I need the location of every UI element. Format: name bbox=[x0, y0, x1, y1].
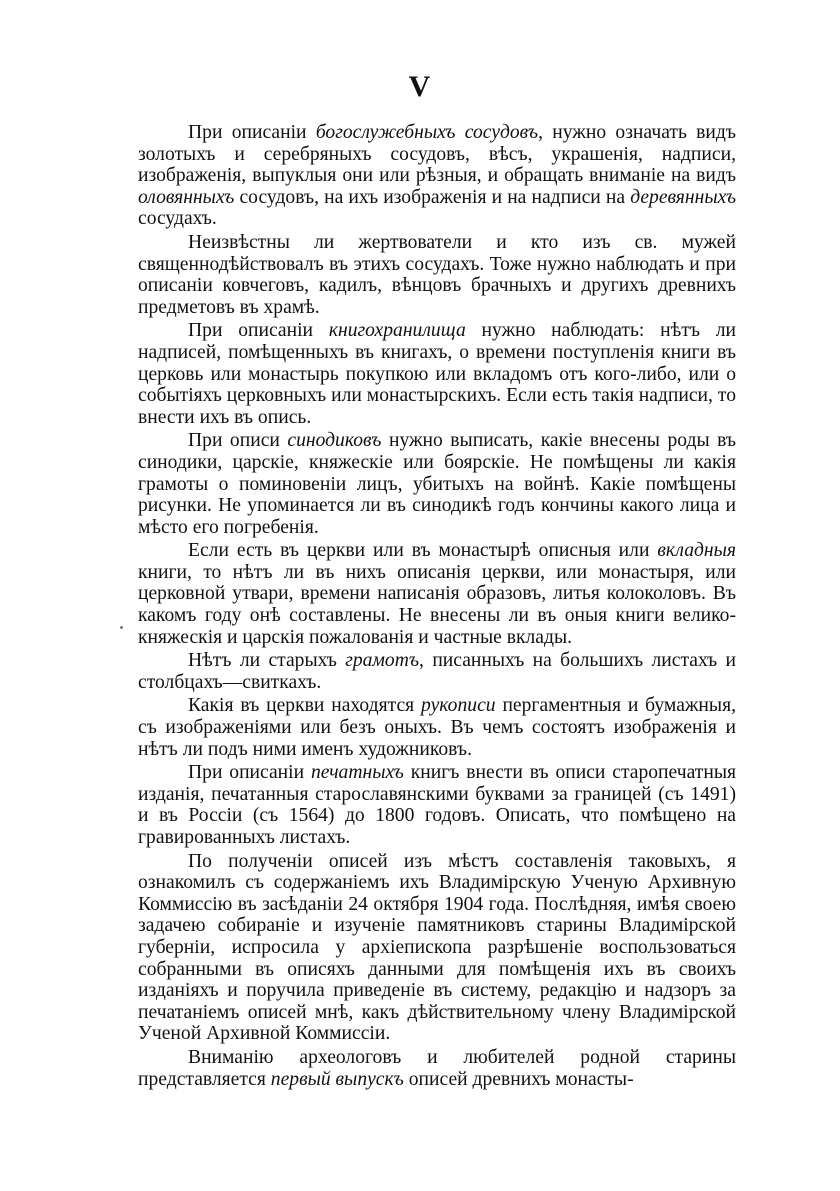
text-run: По полученіи описей изъ мѣстъ составленія таковыхъ, я ознакомилъ съ содержаніемъ ихъ Владимірскую Ученую Архивную Коммиссію въ засѣданіи 24 октября 1904 года. Послѣдняя, имѣя своею задачею собираніе и изученіе памятниковъ старины Владимірской губерніи, испросила у архіепископа разрѣшеніе воспользоваться собранными въ описяхъ данными для помѣщенія ихъ въ своихъ изданіяхъ и поручила приведеніе въ систему, редакцію и надзоръ за печатаніемъ описей мнѣ, какъ дѣйствительному члену Владимірской Ученой Архивной Коммиссіи. bbox=[138, 850, 736, 1045]
italic-term: грамотъ bbox=[345, 650, 420, 672]
italic-term: деревянныхъ bbox=[630, 186, 736, 208]
paragraph bbox=[138, 650, 736, 693]
paragraph bbox=[138, 320, 736, 428]
text-run: Какія въ церкви находятся bbox=[188, 695, 422, 717]
text-run: При описи bbox=[188, 430, 288, 452]
text-run: , нужно означать видъ золотыхъ и серебряныхъ сосудовъ, вѣсъ, украшенія, надписи, изображенія, выпуклыя они или рѣзныя, и обращать вниманіе на видъ bbox=[138, 122, 736, 187]
text-run: нужно выписать, какіе внесены роды въ синодики, царскіе, княжескіе или боярскіе. Не помѣщены ли какія грамоты о поминовеніи лицъ, убитыхъ на войнѣ. Какіе помѣщены рисунки. Не упоминается ли въ синодикѣ годъ кончины какого лица и мѣсто его погребенія. bbox=[138, 430, 736, 538]
italic-term: рукописи bbox=[421, 695, 496, 717]
text-run: пергаментныя и бумажныя, съ изображеніями или безъ оныхъ. Въ чемъ состоятъ изображенія и нѣтъ ли подъ ними именъ художниковъ. bbox=[138, 695, 736, 760]
italic-term: синодиковъ bbox=[287, 430, 382, 452]
text-run: книги, то нѣтъ ли въ нихъ описанія церкви, или монастыря, или церковной утвари, времени написанія образовъ, литья колоколовъ. Въ какомъ году онѣ составлены. Не внесены ли въ оныя книги велико-княжескія и царскія пожалованія и частные вклады. bbox=[138, 561, 736, 648]
paragraph bbox=[138, 762, 736, 848]
text-run: сосудахъ. bbox=[138, 208, 217, 230]
paragraph bbox=[138, 232, 736, 318]
text-run: При описаніи bbox=[188, 320, 329, 342]
text-run: При описаніи bbox=[188, 762, 311, 784]
italic-term: книгохранилища bbox=[328, 320, 466, 342]
text-run: Если есть въ церкви или въ монастырѣ описныя или bbox=[188, 540, 658, 562]
paragraph bbox=[138, 122, 736, 230]
paragraph bbox=[138, 430, 736, 538]
ink-speck bbox=[120, 626, 123, 629]
paragraph bbox=[138, 1047, 736, 1090]
text-run: При описаніи bbox=[188, 122, 316, 143]
body-text bbox=[138, 122, 736, 1092]
text-run: , писанныхъ на большихъ листахъ и столбцахъ—свиткахъ. bbox=[138, 650, 736, 693]
text-run: книгъ внести въ описи старопечатныя изданія, печатанныя старославянскими буквами за границей (съ 1491) и въ Россіи (съ 1564) до 1800 годовъ. Описать, что помѣщено на гравированныхъ листахъ. bbox=[138, 762, 737, 848]
text-run: сосудовъ, на ихъ изображенія и на надписи на bbox=[234, 186, 631, 208]
text-run: Нѣтъ ли старыхъ bbox=[188, 650, 346, 672]
italic-term: вкладныя bbox=[657, 540, 736, 562]
paragraph bbox=[138, 695, 736, 760]
paragraph bbox=[138, 540, 736, 648]
text-run: Неизвѣстны ли жертвователи и кто изъ св. мужей священнодѣйствовалъ въ этихъ сосудахъ. Тоже нужно наблюдать и при описаніи ковчеговъ, кадилъ, вѣнцовъ брачныхъ и другихъ древнихъ предметовъ въ храмѣ. bbox=[138, 231, 736, 318]
paragraph bbox=[138, 851, 736, 1045]
text-run: нужно наблюдать: нѣтъ ли надписей, помѣщенныхъ въ книгахъ, о времени поступленія книги въ церковь или монастырь покупкою или вкладомъ отъ кого-либо, или о событіяхъ церковныхъ или монастырскихъ. Если есть такія надписи, то внести ихъ въ опись. bbox=[138, 320, 736, 428]
page-number: V bbox=[408, 70, 432, 103]
italic-term: печатныхъ bbox=[310, 762, 404, 784]
italic-term: богослужебныхъ сосудовъ bbox=[315, 122, 539, 143]
italic-term: первый выпускъ bbox=[270, 1068, 404, 1090]
text-run: Вниманію археологовъ и любителей родной старины представляется bbox=[138, 1046, 736, 1090]
text-run: описей древнихъ монасты- bbox=[403, 1068, 634, 1090]
italic-term: оловянныхъ bbox=[138, 186, 235, 208]
